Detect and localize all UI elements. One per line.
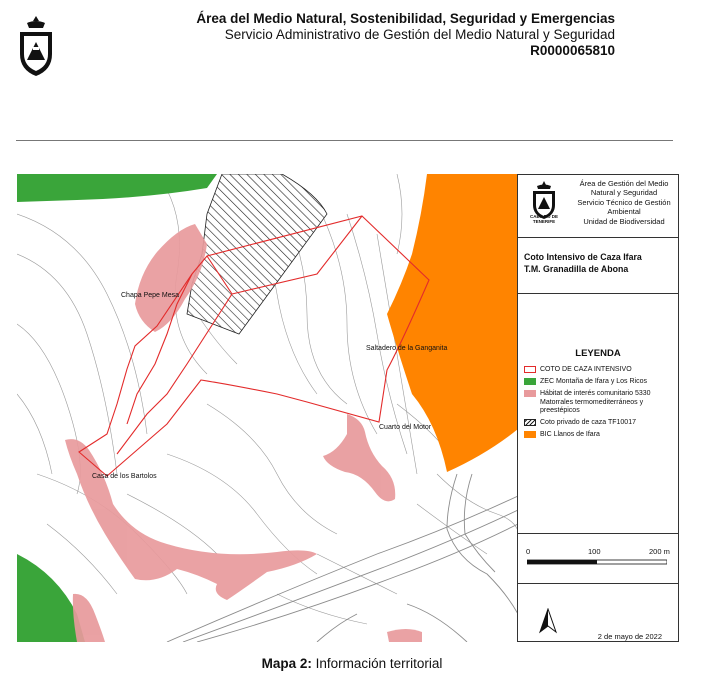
scale-bar-box	[518, 534, 678, 584]
legend-item-zec	[518, 378, 678, 387]
org-line-1: Área de Gestión del Medio Natural y Seguridad	[579, 179, 669, 198]
header-divider	[16, 140, 673, 141]
legend-box	[518, 294, 678, 534]
map-subtitle: T.M. Granadilla de Abona	[524, 264, 629, 274]
org-description	[573, 179, 675, 226]
scale-tick-100: 100	[588, 547, 601, 556]
scale-tick-0: 0	[526, 547, 531, 556]
caption-text: Información territorial	[311, 656, 443, 671]
legend-item-bic	[518, 431, 678, 440]
map-title-box	[518, 238, 678, 294]
legend-label: Coto privado de caza TF10017	[540, 418, 636, 426]
org-line-3: Unidad de Biodiversidad	[583, 216, 665, 226]
legend-swatch-pink	[524, 390, 536, 397]
legend-swatch-green	[524, 378, 536, 385]
org-box	[518, 175, 678, 238]
map-label-casa-de-los-bartolos: Casa de los Bartolos	[92, 473, 157, 480]
legend-swatch-hatch	[524, 419, 536, 426]
map-canvas	[17, 174, 518, 642]
document-header	[196, 11, 615, 59]
north-date-box	[518, 584, 678, 641]
cabildo-shield-icon	[16, 14, 56, 80]
map-sidebar-panel	[517, 174, 679, 642]
scale-tick-200: 200 m	[649, 547, 670, 556]
legend-label: Hábitat de interés comunitario 5330 Matorrales termomediterráneos y preestépicos	[540, 390, 651, 415]
org-line-2: Servicio Técnico de Gestión Ambiental	[577, 197, 671, 217]
map-label-cuarto-del-motor: Cuarto del Motor	[379, 424, 432, 431]
map-date: 2 de mayo de 2022	[597, 632, 662, 641]
north-arrow-icon	[538, 608, 558, 639]
header-department: Área del Medio Natural, Sostenibilidad, Seguridad y Emergencias	[196, 11, 615, 26]
cabildo-seal-icon	[522, 179, 566, 223]
caption-label: Mapa 2:	[261, 656, 312, 671]
map-label-saltadero: Saltadero de la Ganganita	[366, 345, 448, 352]
legend-title: LEYENDA	[575, 348, 621, 359]
legend-swatch-orange	[524, 431, 536, 438]
seal-lettering: CABILDO DE TENERIFE	[530, 214, 558, 224]
legend-item-coto-intensivo	[518, 366, 678, 375]
legend-item-coto-privado	[518, 419, 678, 428]
map-title: Coto Intensivo de Caza Ifara	[524, 252, 642, 262]
legend-label: COTO DE CAZA INTENSIVO	[540, 366, 632, 373]
header-registry-number: R0000065810	[530, 43, 615, 58]
legend-label: BIC Llanos de Ifara	[540, 430, 600, 438]
legend-label: ZEC Montaña de Ifara y Los Ricos	[540, 378, 647, 385]
scale-bar	[527, 558, 667, 566]
legend-swatch-outline	[524, 366, 536, 373]
legend-item-habitat	[518, 390, 678, 416]
header-service: Servicio Administrativo de Gestión del Medio Natural y Seguridad	[224, 27, 615, 42]
map-label-chapa-pepe-mesa: Chapa Pepe Mesa	[121, 292, 179, 299]
figure-caption	[0, 656, 704, 671]
